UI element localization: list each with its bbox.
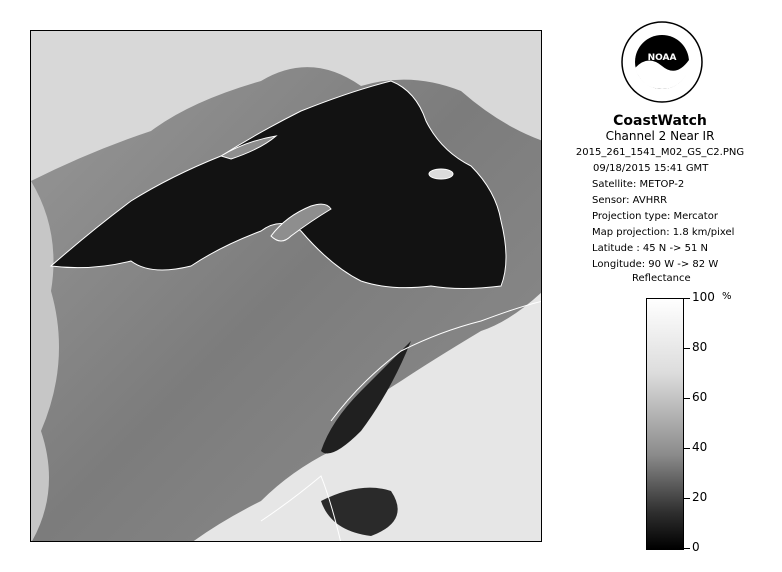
app-name: CoastWatch xyxy=(613,113,707,129)
reflectance-colorbar xyxy=(646,298,684,550)
longitude-label: Longitude: 90 W -> 82 W xyxy=(592,259,719,270)
file-name: 2015_261_1541_M02_GS_C2.PNG xyxy=(575,147,745,158)
svg-text:NOAA: NOAA xyxy=(647,53,677,63)
acquisition-datetime: 09/18/2015 15:41 GMT xyxy=(593,163,709,174)
projection-type-label: Projection type: Mercator xyxy=(592,211,718,222)
colorbar-tick-mark xyxy=(684,348,690,349)
colorbar-tick-label: 0 xyxy=(692,540,700,554)
colorbar-tick-mark xyxy=(684,398,690,399)
map-projection-label: Map projection: 1.8 km/pixel xyxy=(592,227,735,238)
colorbar-tick-label: 60 xyxy=(692,390,708,404)
colorbar-tick-label: 100 xyxy=(692,290,715,304)
colorbar-tick-mark xyxy=(684,298,690,299)
colorbar-tick-label: 40 xyxy=(692,440,708,454)
satellite-map[interactable] xyxy=(30,30,542,542)
colorbar-title: Reflectance xyxy=(632,273,691,284)
colorbar-tick-mark xyxy=(684,448,690,449)
satellite-label: Satellite: METOP-2 xyxy=(592,179,685,190)
colorbar-tick-label: 20 xyxy=(692,490,708,504)
colorbar-unit: % xyxy=(722,291,732,302)
colorbar-tick-mark xyxy=(684,498,690,499)
noaa-logo xyxy=(620,20,704,104)
michipicoten-island xyxy=(429,169,453,179)
latitude-label: Latitude : 45 N -> 51 N xyxy=(592,243,708,254)
channel-name: Channel 2 Near IR xyxy=(605,129,715,143)
colorbar-tick-mark xyxy=(684,548,690,549)
map-image xyxy=(31,31,542,542)
sensor-label: Sensor: AVHRR xyxy=(592,195,668,206)
colorbar-tick-label: 80 xyxy=(692,340,708,354)
